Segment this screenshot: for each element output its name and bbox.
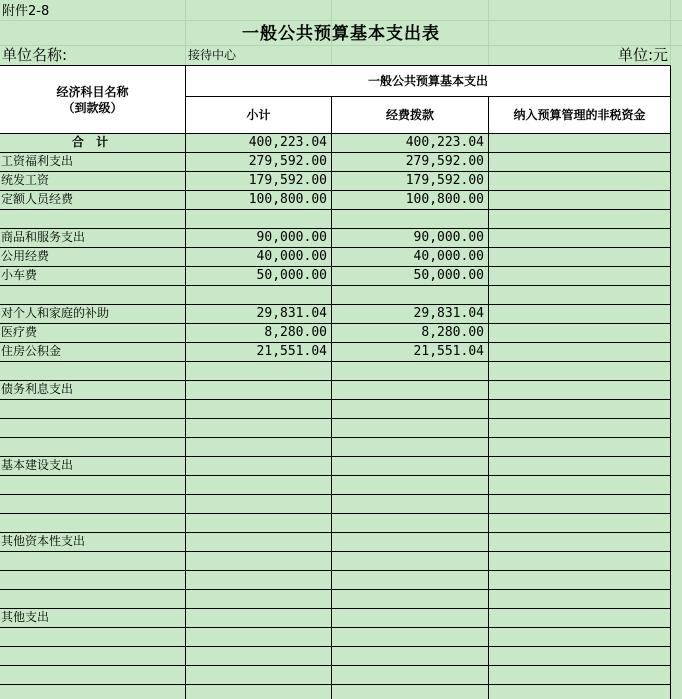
row-funding-allocation[interactable]: 100,800.00 <box>405 192 484 207</box>
table-row <box>0 646 682 665</box>
row-category-name[interactable] <box>1 399 183 418</box>
table-row <box>0 456 682 475</box>
row-nontax-funds[interactable] <box>490 589 668 608</box>
row-category-name[interactable] <box>1 494 183 513</box>
row-nontax-funds[interactable] <box>490 437 668 456</box>
row-nontax-funds[interactable] <box>490 228 668 247</box>
row-category-name[interactable]: 对个人和家庭的补助 <box>1 306 110 320</box>
row-category-name[interactable]: 合 计 <box>71 135 113 149</box>
header-funding-allocation: 经费拨款 <box>385 108 434 122</box>
row-subtotal[interactable]: 8,280.00 <box>264 325 327 340</box>
row-category-name[interactable]: 住房公积金 <box>1 344 62 358</box>
row-category-name[interactable] <box>1 551 183 570</box>
row-funding-allocation[interactable]: 179,592.00 <box>405 173 484 188</box>
row-funding-allocation[interactable] <box>333 437 484 456</box>
table-row <box>0 665 682 684</box>
row-funding-allocation[interactable] <box>333 418 484 437</box>
row-nontax-funds[interactable] <box>490 532 668 551</box>
table-row <box>0 570 682 589</box>
unit-name-value: 接待中心 <box>188 48 237 62</box>
header-nontax-funds: 纳入预算管理的非税资金 <box>513 108 646 122</box>
row-category-name[interactable] <box>1 513 183 532</box>
table-row <box>0 551 682 570</box>
row-funding-allocation[interactable] <box>333 399 484 418</box>
row-funding-allocation[interactable] <box>333 456 484 475</box>
row-subtotal[interactable] <box>186 589 327 608</box>
total-row <box>0 133 682 152</box>
attachment-label: 附件2-8 <box>2 4 50 19</box>
row-nontax-funds[interactable] <box>490 361 668 380</box>
row-category-name[interactable]: 统发工资 <box>1 173 50 187</box>
row-subtotal[interactable] <box>186 570 327 589</box>
table-row <box>0 247 682 266</box>
row-nontax-funds[interactable] <box>490 456 668 475</box>
row-nontax-funds[interactable] <box>490 418 668 437</box>
row-category-name[interactable] <box>1 475 183 494</box>
row-nontax-funds[interactable] <box>490 266 668 285</box>
row-nontax-funds[interactable] <box>490 304 668 323</box>
row-nontax-funds[interactable] <box>490 133 668 152</box>
row-subtotal[interactable]: 90,000.00 <box>256 230 327 245</box>
row-subtotal[interactable] <box>186 399 327 418</box>
row-category-name[interactable]: 其他支出 <box>1 610 50 624</box>
row-nontax-funds[interactable] <box>490 494 668 513</box>
row-category-name[interactable]: 公用经费 <box>1 249 50 263</box>
row-subtotal[interactable] <box>186 551 327 570</box>
row-funding-allocation[interactable] <box>333 209 484 228</box>
row-funding-allocation[interactable]: 29,831.04 <box>413 306 484 321</box>
row-funding-allocation[interactable] <box>333 589 484 608</box>
table-row <box>0 437 682 456</box>
row-nontax-funds[interactable] <box>490 323 668 342</box>
row-category-name[interactable] <box>1 570 183 589</box>
row-category-name[interactable] <box>1 646 183 665</box>
row-nontax-funds[interactable] <box>490 608 668 627</box>
row-category-name[interactable] <box>1 437 183 456</box>
row-category-name[interactable] <box>1 418 183 437</box>
table-row <box>0 190 682 209</box>
row-funding-allocation[interactable] <box>333 380 484 399</box>
row-subtotal[interactable] <box>186 285 327 304</box>
row-subtotal[interactable] <box>186 456 327 475</box>
table-row <box>0 627 682 646</box>
table-row <box>0 361 682 380</box>
row-category-name[interactable]: 商品和服务支出 <box>1 230 86 244</box>
row-nontax-funds[interactable] <box>490 665 668 684</box>
row-nontax-funds[interactable] <box>490 646 668 665</box>
header-subtotal: 小计 <box>246 108 271 122</box>
table-row <box>0 209 682 228</box>
unit-name-label: 单位名称: <box>2 46 68 64</box>
row-subtotal[interactable] <box>186 665 327 684</box>
row-subtotal[interactable]: 179,592.00 <box>248 173 327 188</box>
row-category-name[interactable] <box>1 589 183 608</box>
row-funding-allocation[interactable] <box>333 570 484 589</box>
row-subtotal[interactable]: 21,551.04 <box>256 344 327 359</box>
row-category-name[interactable] <box>1 665 183 684</box>
row-funding-allocation[interactable] <box>333 475 484 494</box>
table-row <box>0 304 682 323</box>
row-funding-allocation[interactable]: 21,551.04 <box>413 344 484 359</box>
row-funding-allocation[interactable]: 90,000.00 <box>413 230 484 245</box>
table-row <box>0 266 682 285</box>
row-nontax-funds[interactable] <box>490 399 668 418</box>
row-subtotal[interactable]: 400,223.04 <box>248 135 327 150</box>
table-row <box>0 380 682 399</box>
table-row <box>0 152 682 171</box>
row-funding-allocation[interactable] <box>333 627 484 646</box>
table-row <box>0 342 682 361</box>
row-nontax-funds[interactable] <box>490 513 668 532</box>
row-subtotal[interactable] <box>186 361 327 380</box>
row-subtotal[interactable] <box>186 608 327 627</box>
row-subtotal[interactable] <box>186 532 327 551</box>
row-funding-allocation[interactable]: 40,000.00 <box>413 249 484 264</box>
row-funding-allocation[interactable]: 400,223.04 <box>405 135 484 150</box>
row-category-name[interactable] <box>1 361 183 380</box>
row-category-name[interactable] <box>1 285 183 304</box>
row-funding-allocation[interactable] <box>333 551 484 570</box>
row-subtotal[interactable]: 100,800.00 <box>248 192 327 207</box>
row-nontax-funds[interactable] <box>490 209 668 228</box>
row-nontax-funds[interactable] <box>490 190 668 209</box>
table-row <box>0 532 682 551</box>
table-row <box>0 513 682 532</box>
table-row <box>0 589 682 608</box>
currency-unit-label: 单位:元 <box>617 46 668 64</box>
table-row <box>0 475 682 494</box>
row-nontax-funds[interactable] <box>490 570 668 589</box>
table-row <box>0 171 682 190</box>
row-funding-allocation[interactable] <box>333 646 484 665</box>
row-funding-allocation[interactable]: 50,000.00 <box>413 268 484 283</box>
row-category-name[interactable]: 其他资本性支出 <box>1 534 86 548</box>
row-funding-allocation[interactable] <box>333 513 484 532</box>
row-subtotal[interactable] <box>186 380 327 399</box>
row-category-name[interactable] <box>1 209 183 228</box>
header-group-general-budget: 一般公共预算基本支出 <box>367 74 488 88</box>
row-funding-allocation[interactable] <box>333 285 484 304</box>
table-row <box>0 418 682 437</box>
row-nontax-funds[interactable] <box>490 152 668 171</box>
row-category-name[interactable]: 债务利息支出 <box>1 382 74 396</box>
table-row <box>0 399 682 418</box>
row-funding-allocation[interactable] <box>333 665 484 684</box>
table-row <box>0 228 682 247</box>
table-row <box>0 494 682 513</box>
row-category-name[interactable]: 医疗费 <box>1 325 38 339</box>
row-subtotal[interactable]: 29,831.04 <box>256 306 327 321</box>
header-economic-category <box>0 66 185 133</box>
row-subtotal[interactable] <box>186 209 327 228</box>
table-header <box>0 66 670 133</box>
row-nontax-funds[interactable] <box>490 380 668 399</box>
row-subtotal[interactable] <box>186 437 327 456</box>
row-nontax-funds[interactable] <box>490 247 668 266</box>
row-subtotal[interactable] <box>186 475 327 494</box>
row-subtotal[interactable] <box>186 627 327 646</box>
row-funding-allocation[interactable]: 8,280.00 <box>421 325 484 340</box>
header-economic-category-line2: （到款级） <box>62 100 123 115</box>
table-row <box>0 608 682 627</box>
row-nontax-funds[interactable] <box>490 551 668 570</box>
row-funding-allocation[interactable] <box>333 532 484 551</box>
row-subtotal[interactable] <box>186 418 327 437</box>
row-category-name[interactable]: 基本建设支出 <box>1 458 74 472</box>
row-category-name[interactable]: 小车费 <box>1 268 38 282</box>
row-funding-allocation[interactable] <box>333 608 484 627</box>
row-nontax-funds[interactable] <box>490 342 668 361</box>
row-nontax-funds[interactable] <box>490 171 668 190</box>
table-row <box>0 323 682 342</box>
row-subtotal[interactable] <box>186 646 327 665</box>
row-category-name[interactable]: 工资福利支出 <box>1 154 74 168</box>
row-funding-allocation[interactable] <box>333 361 484 380</box>
row-subtotal[interactable]: 50,000.00 <box>256 268 327 283</box>
page-title: 一般公共预算基本支出表 <box>242 24 440 44</box>
table-row <box>0 285 682 304</box>
row-subtotal[interactable]: 279,592.00 <box>248 154 327 169</box>
header-economic-category-line1: 经济科目名称 <box>56 84 129 99</box>
row-category-name[interactable] <box>1 627 183 646</box>
row-funding-allocation[interactable] <box>333 494 484 513</box>
row-subtotal[interactable] <box>186 494 327 513</box>
row-subtotal[interactable]: 40,000.00 <box>256 249 327 264</box>
row-category-name[interactable]: 定额人员经费 <box>1 192 74 206</box>
row-funding-allocation[interactable]: 279,592.00 <box>405 154 484 169</box>
row-nontax-funds[interactable] <box>490 627 668 646</box>
row-nontax-funds[interactable] <box>490 285 668 304</box>
row-subtotal[interactable] <box>186 513 327 532</box>
row-nontax-funds[interactable] <box>490 475 668 494</box>
